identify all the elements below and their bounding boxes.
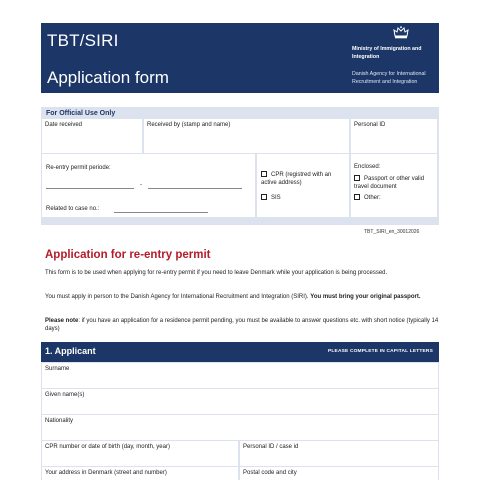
reentry-period-label: Re-entry permit periode:	[46, 165, 111, 171]
applicant-section-bar	[41, 342, 439, 362]
period-from-line[interactable]	[46, 188, 134, 189]
please-note-paragraph	[45, 317, 439, 333]
cpr-dob-field[interactable]	[42, 441, 238, 466]
applicant-section	[41, 342, 439, 480]
form-code: TBT/SIRI	[47, 31, 119, 50]
registration-box	[257, 154, 349, 217]
bring-passport-text: You must bring your original passport.	[310, 294, 421, 300]
enclosed-label: Enclosed:	[354, 164, 381, 170]
period-to-line[interactable]	[148, 188, 242, 189]
agency-name: Danish Agency for International Recruitment and Integration	[352, 71, 426, 85]
form-reference: TBT_SIRI_en_30012026	[364, 229, 420, 235]
nationality-label: Nationality	[45, 418, 74, 424]
form-header	[41, 23, 439, 93]
given-names-field[interactable]	[42, 389, 438, 414]
sis-checkbox[interactable]	[261, 194, 267, 200]
other-checkbox[interactable]	[354, 194, 360, 200]
period-dash: -	[140, 182, 142, 188]
form-title: Application form	[47, 68, 169, 87]
personal-id-label: Personal ID	[354, 122, 386, 128]
related-case-label: Related to case no.:	[46, 206, 100, 212]
official-use-panel	[41, 107, 439, 225]
cpr-label: CPR (registred with an active address)	[261, 172, 332, 186]
address-field[interactable]	[42, 467, 238, 480]
please-note-text: : if you have an application for a residence permit pending, you must be available to answer questions etc. with short notice (typically 14 days)	[45, 318, 439, 332]
received-by-label: Received by (stamp and name)	[147, 122, 231, 128]
cpr-dob-label: CPR number or date of birth (day, month, year)	[45, 444, 170, 450]
cpr-checkbox[interactable]	[261, 171, 267, 177]
sis-label: SIS	[271, 195, 281, 201]
passport-label: Passport or other valid travel document	[354, 176, 425, 190]
capital-letters-note: PLEASE COMPLETE IN CAPITAL LETTERS	[328, 349, 433, 354]
given-names-label: Given name(s)	[45, 392, 85, 398]
address-label: Your address in Denmark (street and number)	[45, 470, 167, 476]
crown-logo-icon	[393, 26, 409, 39]
date-received-label: Date received	[45, 122, 83, 128]
apply-in-person-text: You must apply in person to the Danish Agency for International Recruitment and Integration (SIRI).	[45, 294, 309, 300]
personal-case-id-field[interactable]	[240, 441, 438, 466]
postal-city-field[interactable]	[240, 467, 438, 480]
intro-paragraph: This form is to be used when applying for re-entry permit if you need to leave Denmark while your application is being processed.	[45, 270, 388, 276]
ministry-name: Ministry of Immigration and Integration	[352, 46, 422, 60]
applicant-section-title: 1. Applicant	[45, 346, 96, 356]
enclosed-box	[351, 154, 437, 217]
personal-id-field[interactable]	[351, 119, 437, 153]
personal-case-id-label: Personal ID / case id	[243, 444, 299, 450]
other-option[interactable]	[354, 194, 381, 202]
surname-label: Surname	[45, 366, 70, 372]
received-by-field[interactable]	[144, 119, 349, 153]
passport-checkbox[interactable]	[354, 175, 360, 181]
official-use-title: For Official Use Only	[46, 110, 116, 117]
reentry-period-field[interactable]	[42, 154, 255, 217]
apply-in-person-paragraph	[45, 293, 439, 301]
date-received-field[interactable]	[42, 119, 142, 153]
please-note-label: Please note	[45, 318, 79, 324]
postal-city-label: Postal code and city	[243, 470, 297, 476]
passport-option[interactable]	[354, 175, 436, 191]
sis-option[interactable]	[261, 194, 281, 202]
cpr-option[interactable]	[261, 171, 345, 187]
surname-field[interactable]	[42, 363, 438, 388]
other-label: Other:	[364, 195, 381, 201]
page-heading: Application for re-entry permit	[45, 249, 211, 261]
nationality-field[interactable]	[42, 415, 438, 440]
related-case-line[interactable]	[114, 212, 208, 213]
